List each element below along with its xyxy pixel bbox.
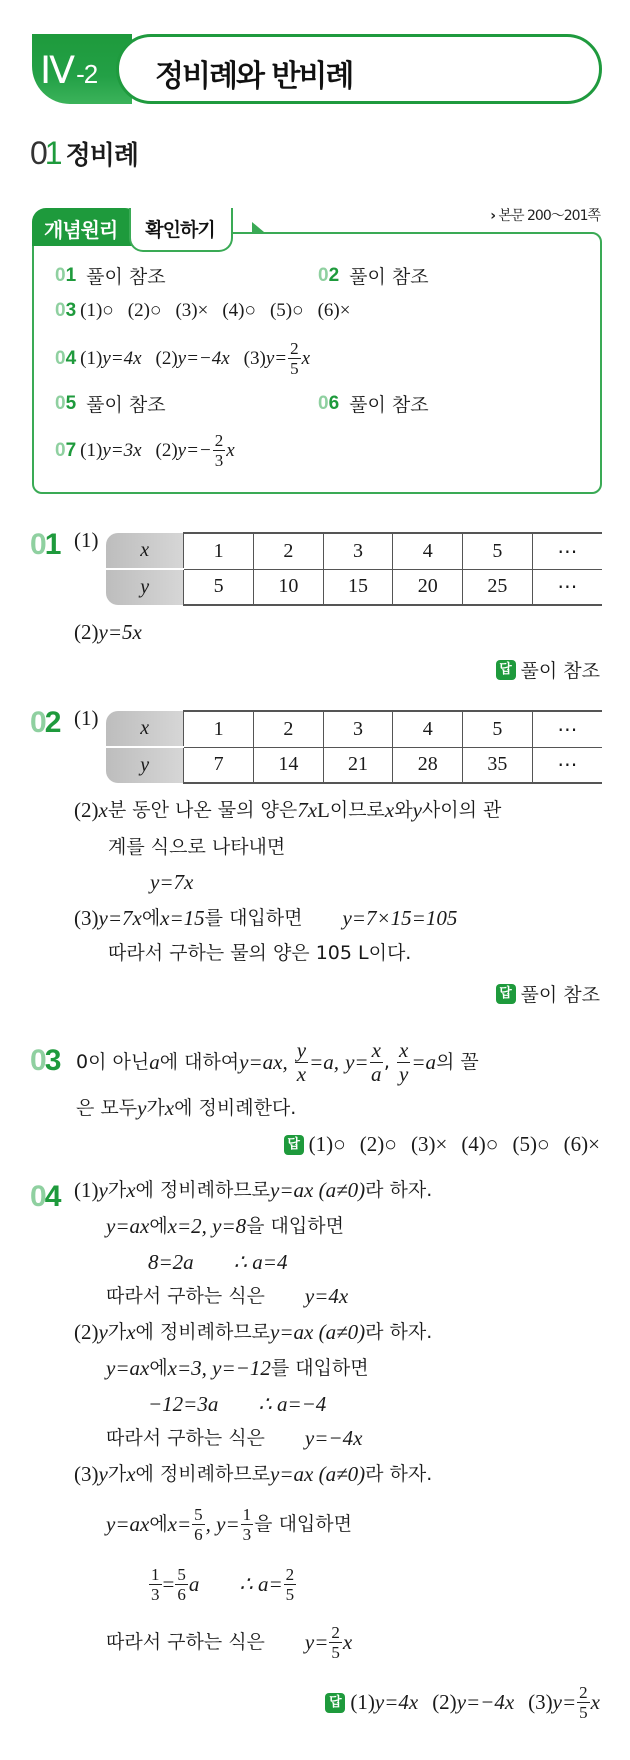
- chapter-title: 정비례와 반비례: [155, 59, 353, 94]
- concept-item-02: 02 풀이 참조: [318, 264, 429, 288]
- problem-01-answer: 답 풀이 참조: [496, 656, 600, 683]
- problem-04-part2-substitute: y=ax 에 x=3, y=−12 를 대입하면: [106, 1356, 369, 1380]
- problem-02-answer: 답 풀이 참조: [496, 980, 600, 1007]
- problem-04-part1-intro: (1) y 가 x 에 정비례하므로 y=ax (a≠0) 라 하자.: [74, 1178, 433, 1202]
- problem-02-part1-label: (1): [74, 706, 99, 730]
- problem-01-table: x 1 2 3 4 5 ⋯ y 5 10 15 20 25 ⋯: [106, 532, 602, 606]
- section-number: 01: [30, 135, 60, 171]
- problem-02-part2-equation: y=7x: [150, 870, 194, 894]
- problem-number-03: 03: [30, 1044, 60, 1077]
- answer-icon: 답: [325, 1693, 345, 1713]
- problem-03-line2: 은 모두 y 가 x 에 정비례한다.: [76, 1096, 297, 1120]
- concept-item-06: 06 풀이 참조: [318, 392, 429, 416]
- problem-02-part3-line2: 따라서 구하는 물의 양은 105 L이다.: [108, 942, 412, 964]
- answer-icon: 답: [496, 984, 516, 1004]
- concept-item-04: 04 (1) y=4x (2) y=−4x (3) y= $\frac{2}{5}$ x: [55, 339, 311, 378]
- problem-04-part3-substitute: y=ax 에 x= $\frac{5}{6}$ , y= $\frac{1}{3}$ 을 대입하면: [106, 1505, 352, 1544]
- chapter-number: Ⅳ: [40, 50, 75, 92]
- section-heading: [30, 135, 138, 172]
- tab-arrow-icon: [252, 222, 264, 232]
- problem-04-part1-substitute: y=ax 에 x=2, y=8 을 대입하면: [106, 1214, 344, 1238]
- concept-tab-label: 개념원리: [32, 208, 139, 246]
- problem-01-part1-label: (1): [74, 528, 99, 552]
- concept-tab: [32, 208, 233, 246]
- concept-item-01: 01 풀이 참조: [55, 264, 166, 288]
- page-reference: › 본문 200～201쪽: [490, 208, 600, 224]
- problem-02-part2-line2: 계를 식으로 나타내면: [108, 836, 286, 858]
- concept-item-07: 07 (1) y=3x (2) y=− $\frac{2}{3}$ x: [55, 431, 235, 470]
- problem-04-part2-intro: (2) y 가 x 에 정비례하므로 y=ax (a≠0) 라 하자.: [74, 1320, 433, 1344]
- chapter-title-pill: [116, 34, 602, 104]
- problem-01-part2: (2) y=5x: [74, 620, 142, 644]
- concept-item-05: 05 풀이 참조: [55, 392, 166, 416]
- problem-04-part2-conclusion: 따라서 구하는 식은 y=−4x: [106, 1426, 363, 1450]
- problem-04-answer: 답 (1) y=4x (2) y=−4x (3) y= $\frac{2}{5}$ x: [325, 1684, 600, 1721]
- check-tab-label: 확인하기: [129, 208, 232, 252]
- problem-03-answer: 답 (1)○ (2)○ (3)× (4)○ (5)○ (6)×: [284, 1132, 600, 1157]
- concept-item-03: 03 (1)○ (2)○ (3)× (4)○ (5)○ (6)×: [55, 300, 351, 321]
- problem-number-04: 04: [30, 1180, 60, 1213]
- problem-04-part2-solve: −12=3a ∴ a=−4: [148, 1392, 327, 1416]
- answer-icon: 답: [496, 660, 516, 680]
- problem-number-02: 02: [30, 706, 60, 739]
- problem-04-part3-conclusion: 따라서 구하는 식은 y= $\frac{2}{5}$ x: [106, 1623, 353, 1662]
- problem-04-part3-solve: $\frac{1}{3}$ = $\frac{5}{6}$ a ∴ a= $\frac{2}{5}$: [151, 1565, 295, 1604]
- chevron-right-icon: ›: [490, 208, 496, 224]
- answer-icon: 답: [284, 1135, 304, 1155]
- chapter-header: [32, 34, 602, 104]
- problem-04-part3-intro: (3) y 가 x 에 정비례하므로 y=ax (a≠0) 라 하자.: [74, 1462, 433, 1486]
- problem-04-part1-conclusion: 따라서 구하는 식은 y=4x: [106, 1284, 349, 1308]
- problem-number-01: 01: [30, 528, 60, 561]
- section-title: 정비례: [65, 141, 138, 171]
- problem-02-part3-line1: (3) y=7x 에 x=15 를 대입하면 y=7×15=105: [74, 906, 458, 930]
- problem-03-line1: 0이 아닌 a 에 대하여 y=ax, $\frac{y}{x}$ =a, y= $\frac{x}{a}$ , $\frac{x}{y}$ =a 의 꼴: [76, 1038, 479, 1086]
- problem-02-part2-line1: (2) x 분 동안 나온 물의 양은 7x L 이므로 x 와 y 사이의 관: [74, 798, 502, 822]
- chapter-subnumber: -2: [76, 59, 98, 89]
- problem-04-part1-solve: 8=2a ∴ a=4: [148, 1250, 288, 1274]
- problem-02-table: x 1 2 3 4 5 ⋯ y 7 14 21 28 35 ⋯: [106, 710, 602, 784]
